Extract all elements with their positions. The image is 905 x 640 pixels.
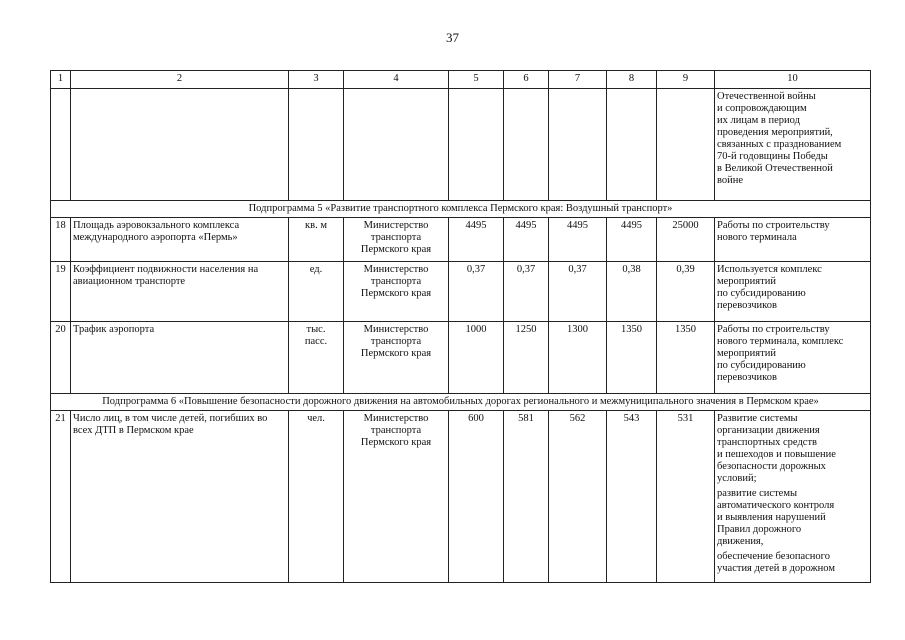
- subprogram-row: [51, 394, 871, 411]
- unit: ед.: [289, 262, 344, 322]
- row-number: 20: [51, 322, 71, 394]
- column-number-row: [51, 71, 871, 89]
- column-header: 4: [344, 71, 449, 89]
- value-col5: 0,37: [449, 262, 504, 322]
- subprogram-5-title: Подпрограмма 5 «Развитие транспортного комплекса Пермского края: Воздушный транспорт»: [51, 201, 871, 218]
- note: Работы по строительству нового терминала, комплекс мероприятий по субсидированию перевозчиков: [715, 322, 871, 394]
- value-col6: 581: [504, 411, 549, 583]
- column-header: 7: [549, 71, 607, 89]
- value-col7: 1300: [549, 322, 607, 394]
- table-row: [51, 411, 871, 583]
- column-header: 5: [449, 71, 504, 89]
- value-col6: 4495: [504, 218, 549, 262]
- value-col8: 543: [607, 411, 657, 583]
- column-header: 2: [71, 71, 289, 89]
- responsible: Министерство транспорта Пермского края: [344, 411, 449, 583]
- value-col9: 25000: [657, 218, 715, 262]
- continuation-note: Отечественной войны и сопровождающим их лицам в период проведения мероприятий, связанных с празднованием 70-й годовщины Победы в Великой Отечественной войне: [715, 89, 871, 201]
- value-col6: 1250: [504, 322, 549, 394]
- column-header: 1: [51, 71, 71, 89]
- note: Работы по строительству нового терминала: [715, 218, 871, 262]
- value-col9: 1350: [657, 322, 715, 394]
- value-col7: 4495: [549, 218, 607, 262]
- table-row: [51, 262, 871, 322]
- value-col9: 0,39: [657, 262, 715, 322]
- value-col6: 0,37: [504, 262, 549, 322]
- column-header: 10: [715, 71, 871, 89]
- responsible: Министерство транспорта Пермского края: [344, 322, 449, 394]
- subprogram-row: [51, 201, 871, 218]
- column-header: 9: [657, 71, 715, 89]
- indicators-table: [50, 70, 871, 583]
- unit: тыс. пасс.: [289, 322, 344, 394]
- indicator-name: Трафик аэропорта: [71, 322, 289, 394]
- continuation-row: [51, 89, 871, 201]
- indicator-name: Коэффициент подвижности населения на авиационном транспорте: [71, 262, 289, 322]
- responsible: Министерство транспорта Пермского края: [344, 218, 449, 262]
- column-header: 3: [289, 71, 344, 89]
- table-row: [51, 322, 871, 394]
- column-header: 8: [607, 71, 657, 89]
- unit: чел.: [289, 411, 344, 583]
- note-part: развитие системы автоматического контроля и выявления нарушений Правил дорожного движения,: [717, 488, 835, 547]
- value-col5: 600: [449, 411, 504, 583]
- note: Используется комплекс мероприятий по субсидированию перевозчиков: [715, 262, 871, 322]
- value-col5: 4495: [449, 218, 504, 262]
- value-col8: 0,38: [607, 262, 657, 322]
- value-col5: 1000: [449, 322, 504, 394]
- unit: кв. м: [289, 218, 344, 262]
- indicator-name: Площадь аэровокзального комплекса международного аэропорта «Пермь»: [71, 218, 289, 262]
- page-number: 37: [446, 30, 459, 45]
- subprogram-6-title: Подпрограмма 6 «Повышение безопасности дорожного движения на автомобильных дорогах регионального и межмуниципального значения в Пермском крае»: [51, 394, 871, 411]
- column-header: 6: [504, 71, 549, 89]
- table-row: [51, 218, 871, 262]
- value-col8: 4495: [607, 218, 657, 262]
- note-part: обеспечение безопасного участия детей в дорожном: [717, 551, 835, 574]
- value-col7: 0,37: [549, 262, 607, 322]
- value-col9: 531: [657, 411, 715, 583]
- row-number: 18: [51, 218, 71, 262]
- indicator-name: Число лиц, в том числе детей, погибших во всех ДТП в Пермском крае: [71, 411, 289, 583]
- note: [715, 411, 871, 583]
- note-part: Развитие системы организации движения транспортных средств и пешеходов и повышение безопасности дорожных условий;: [717, 413, 836, 484]
- value-col8: 1350: [607, 322, 657, 394]
- row-number: 21: [51, 411, 71, 583]
- value-col7: 562: [549, 411, 607, 583]
- responsible: Министерство транспорта Пермского края: [344, 262, 449, 322]
- row-number: 19: [51, 262, 71, 322]
